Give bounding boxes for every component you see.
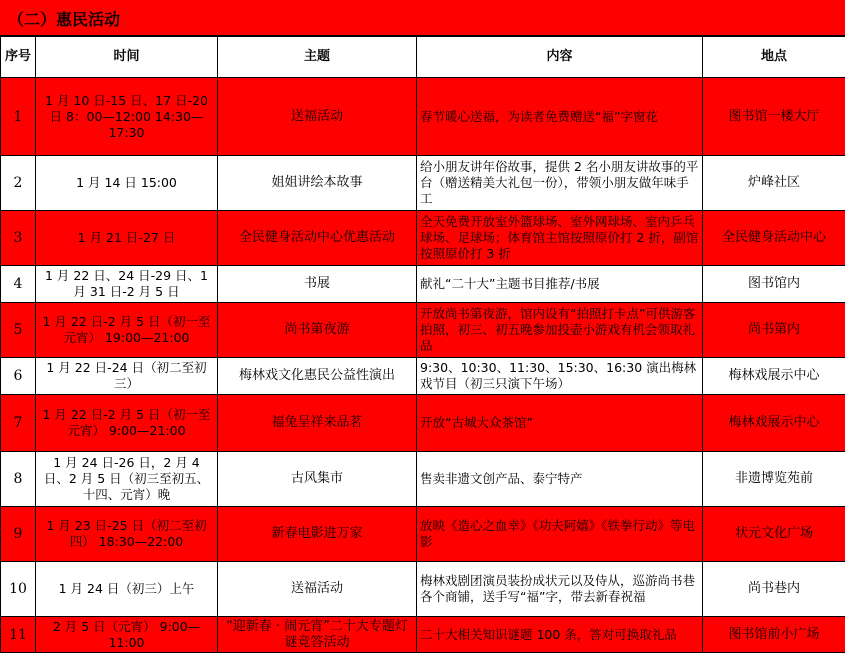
row-no: 5 [1, 303, 36, 358]
row-time: 1 月 22 日-2 月 5 日（初一至元宵） 19:00—21:00 [36, 303, 218, 358]
row-theme: 梅林戏文化惠民公益性演出 [218, 358, 417, 395]
row-theme: 尚书第夜游 [218, 303, 417, 358]
row-content: 梅林戏剧团演员装扮成状元以及侍从，巡游尚书巷各个商铺，送手写“福”字，带去新春祝福 [417, 562, 703, 617]
row-time: 1 月 14 日 15:00 [36, 156, 218, 211]
row-no: 6 [1, 358, 36, 395]
row-place: 图书馆前小广场 [703, 617, 845, 653]
section-title-bar [0, 0, 845, 36]
row-theme: 新春电影进万家 [218, 507, 417, 562]
row-content: 放映《造心之血幸》《功夫阿嬉》《铁拳行动》等电影 [417, 507, 703, 562]
row-content: 全天免费开放室外篮球场、室外网球场、室内乒乓球场、足球场；体育馆主馆按照原价打 2 折，副馆按照原价打 3 折 [417, 211, 703, 266]
row-no: 2 [1, 156, 36, 211]
row-no: 4 [1, 266, 36, 303]
activity-table [0, 36, 845, 653]
table-row [1, 303, 845, 358]
row-content: 开放“古城大众茶馆” [417, 395, 703, 452]
table-row [1, 358, 845, 395]
section-title: （二）惠民活动 [8, 10, 121, 29]
row-time: 2 月 5 日（元宵） 9:00—11:00 [36, 617, 218, 653]
row-content: 献礼“二十大”主题书目推荐/书展 [417, 266, 703, 303]
row-content: 开放尚书第夜游，馆内设有“拍照打卡点”可供游客拍照，初三、初五晚参加投壶小游戏有机会领取礼品 [417, 303, 703, 358]
row-content: 9:30、10:30、11:30、15:30、16:30 演出梅林戏节目（初三只演下午场） [417, 358, 703, 395]
row-place: 状元文化广场 [703, 507, 845, 562]
row-content: 给小朋友讲年俗故事，提供 2 名小朋友讲故事的平台（赠送精美大礼包一份），带领小朋友做年味手工 [417, 156, 703, 211]
header-time: 时间 [36, 37, 218, 78]
row-time: 1 月 22 日-2 月 5 日（初一至元宵） 9:00—21:00 [36, 395, 218, 452]
row-place: 图书馆一楼大厅 [703, 78, 845, 156]
table-row [1, 156, 845, 211]
header-content: 内容 [417, 37, 703, 78]
row-no: 1 [1, 78, 36, 156]
row-place: 梅林戏展示中心 [703, 358, 845, 395]
row-time: 1 月 10 日-15 日、17 日-20 日 8：00—12:00 14:30—17:30 [36, 78, 218, 156]
row-no: 9 [1, 507, 36, 562]
row-content: 售卖非遗文创产品、泰宁特产 [417, 452, 703, 507]
row-place: 尚书巷内 [703, 562, 845, 617]
row-theme: 姐姐讲绘本故事 [218, 156, 417, 211]
row-no: 3 [1, 211, 36, 266]
table-row [1, 452, 845, 507]
table-row [1, 562, 845, 617]
header-theme: 主题 [218, 37, 417, 78]
row-theme: 书展 [218, 266, 417, 303]
row-place: 全民健身活动中心 [703, 211, 845, 266]
row-no: 11 [1, 617, 36, 653]
row-content: 二十大相关知识谜题 100 条，答对可换取礼品 [417, 617, 703, 653]
table-row [1, 211, 845, 266]
row-place: 尚书第内 [703, 303, 845, 358]
header-no: 序号 [1, 37, 36, 78]
row-time: 1 月 23 日-25 日（初二至初四） 18:30—22:00 [36, 507, 218, 562]
table-row [1, 617, 845, 653]
table-header-row [1, 37, 845, 78]
table-row [1, 78, 845, 156]
row-no: 7 [1, 395, 36, 452]
row-content: 春节暖心送福，为读者免费赠送“福”字窗花 [417, 78, 703, 156]
row-no: 10 [1, 562, 36, 617]
row-theme: 全民健身活动中心优惠活动 [218, 211, 417, 266]
row-time: 1 月 21 日-27 日 [36, 211, 218, 266]
table-row [1, 507, 845, 562]
row-time: 1 月 22 日-24 日（初二至初三） [36, 358, 218, 395]
row-theme: 送福活动 [218, 562, 417, 617]
row-place: 梅林戏展示中心 [703, 395, 845, 452]
row-theme: 送福活动 [218, 78, 417, 156]
row-time: 1 月 24 日（初三）上午 [36, 562, 218, 617]
table-row [1, 266, 845, 303]
row-time: 1 月 24 日-26 日，2 月 4 日、2 月 5 日（初三至初五、十四、元宵）晚 [36, 452, 218, 507]
row-theme: 福兔呈祥来品茗 [218, 395, 417, 452]
row-place: 非遗博览苑前 [703, 452, 845, 507]
row-place: 炉峰社区 [703, 156, 845, 211]
row-time: 1 月 22 日、24 日-29 日、1 月 31 日-2 月 5 日 [36, 266, 218, 303]
row-no: 8 [1, 452, 36, 507]
row-place: 图书馆内 [703, 266, 845, 303]
table-row [1, 395, 845, 452]
row-theme: 古风集市 [218, 452, 417, 507]
row-theme: “迎新春 · 闹元宵”二十大专题灯谜竞答活动 [218, 617, 417, 653]
header-place: 地点 [703, 37, 845, 78]
